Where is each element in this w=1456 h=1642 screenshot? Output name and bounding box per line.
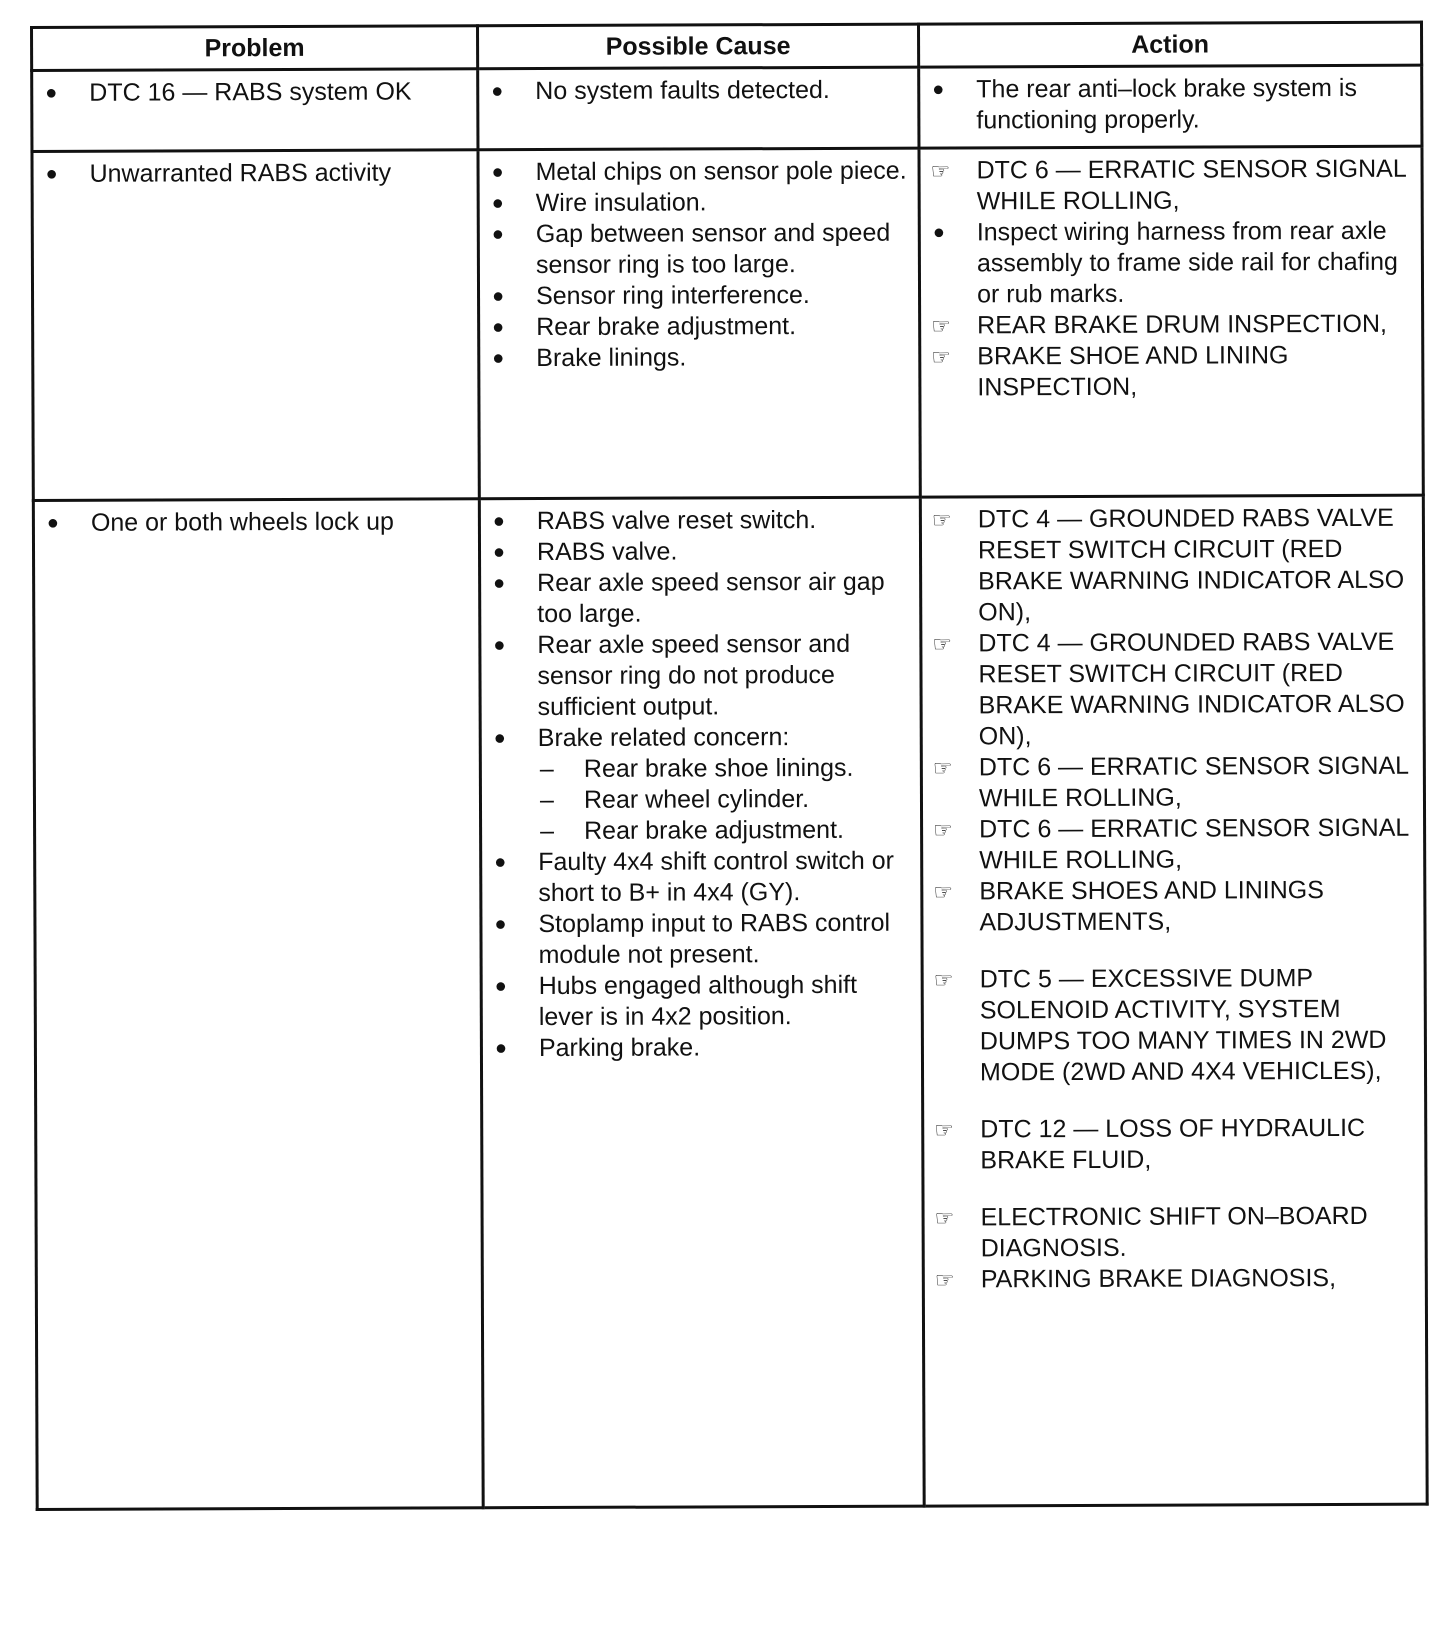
pointing-hand-icon: ☞ — [933, 879, 954, 905]
action-text: REAR BRAKE DRUM INSPECTION, — [977, 309, 1387, 340]
cause-item — [487, 629, 911, 724]
cause-text: Brake linings. — [536, 343, 687, 373]
cause-text: Stoplamp input to RABS control module not present. — [538, 908, 891, 970]
cause-text: No system faults detected. — [535, 75, 830, 106]
pointing-hand-icon: ☞ — [930, 158, 951, 184]
cause-text: Rear brake adjustment. — [536, 312, 797, 342]
bullet-icon: ● — [932, 78, 945, 101]
cause-item — [486, 311, 910, 344]
bullet-icon: ● — [491, 192, 504, 215]
bullet-icon: ● — [45, 81, 58, 104]
action-item — [928, 503, 1414, 629]
action-item — [928, 627, 1414, 753]
sub-item-text: Rear brake adjustment. — [584, 815, 845, 845]
cause-text: RABS valve. — [536, 537, 678, 567]
action-text: The rear anti–lock brake system is functioning properly. — [976, 73, 1358, 135]
pointing-hand-icon: ☞ — [934, 1117, 955, 1143]
cause-item — [486, 280, 910, 313]
bullet-icon: ● — [492, 541, 506, 564]
cause-text: Parking brake. — [538, 1033, 701, 1063]
cause-item — [487, 505, 911, 538]
action-text: DTC 4 — GROUNDED RABS VALVE RESET SWITCH CIRCUIT (RED BRAKE WARNING INDICATOR ALSO ON), — [978, 627, 1405, 751]
cause-item — [486, 218, 910, 282]
cause-item — [485, 75, 909, 108]
action-text: BRAKE SHOES AND LININGS ADJUSTMENTS, — [979, 876, 1324, 937]
action-item — [929, 875, 1415, 939]
problem-text: One or both wheels lock up — [90, 507, 394, 537]
pointing-hand-icon: ☞ — [933, 967, 954, 993]
bullet-icon: ● — [491, 161, 504, 184]
action-text: ELECTRONIC SHIFT ON–BOARD DIAGNOSIS. — [980, 1201, 1368, 1263]
bullet-icon: ● — [491, 80, 504, 103]
diagnosis-table-sheet — [30, 21, 1426, 1511]
action-item — [927, 309, 1413, 342]
pointing-hand-icon: ☞ — [934, 1205, 955, 1231]
bullet-icon: ● — [45, 162, 58, 185]
bullet-icon: ● — [494, 913, 507, 936]
cause-item — [488, 846, 912, 910]
cause-cell — [478, 148, 920, 499]
sub-item — [538, 784, 912, 816]
action-cell — [919, 146, 1423, 497]
problem-text: DTC 16 — RABS system OK — [89, 77, 412, 107]
cause-text: Rear axle speed sensor air gap too large. — [537, 567, 885, 629]
diagnosis-table — [30, 21, 1429, 1511]
action-text: DTC 6 — ERRATIC SENSOR SIGNAL WHILE ROLLING, — [978, 751, 1409, 813]
cause-text: Wire insulation. — [535, 188, 707, 218]
cause-item — [487, 536, 911, 569]
cause-text: Metal chips on sensor pole piece. — [535, 156, 907, 187]
bullet-icon: ● — [492, 316, 505, 339]
pointing-hand-icon: ☞ — [931, 507, 952, 533]
bullet-icon: ● — [491, 285, 505, 308]
bullet-icon: ● — [494, 975, 507, 998]
dash-icon: – — [540, 816, 555, 846]
bullet-icon: ● — [493, 727, 506, 750]
action-item — [931, 1263, 1417, 1296]
problem-item — [41, 506, 470, 539]
action-text: Inspect wiring harness from rear axle assembly to frame side rail for chafing or rub marks. — [976, 216, 1398, 309]
cause-item — [488, 722, 912, 848]
cause-item — [489, 1032, 913, 1065]
action-text: BRAKE SHOE AND LINING INSPECTION, — [977, 341, 1289, 402]
bullet-icon: ● — [46, 511, 60, 534]
cause-text: Brake related concern: — [537, 723, 790, 753]
cause-text: Gap between sensor and speed sensor ring is too large. — [535, 218, 891, 280]
sub-item — [538, 815, 912, 847]
action-item — [931, 1201, 1417, 1265]
pointing-hand-icon: ☞ — [931, 344, 952, 370]
cause-item — [486, 156, 910, 189]
action-item — [930, 963, 1416, 1089]
dash-icon: – — [539, 785, 554, 815]
header-action: Action — [918, 22, 1421, 67]
action-cell — [920, 495, 1427, 1506]
pointing-hand-icon: ☞ — [934, 1267, 955, 1293]
action-item — [930, 1113, 1416, 1177]
cause-item — [486, 187, 910, 220]
action-text: DTC 5 — EXCESSIVE DUMP SOLENOID ACTIVITY, SYSTEM DUMPS TOO MANY TIMES IN 2WD MODE (2WD AND 4X4 VEHICLES), — [979, 964, 1387, 1087]
action-text: DTC 6 — ERRATIC SENSOR SIGNAL WHILE ROLLING, — [976, 154, 1406, 216]
action-cell — [919, 65, 1422, 148]
cause-item — [488, 908, 912, 972]
table-row — [33, 495, 1427, 1509]
action-item — [927, 340, 1413, 404]
header-row — [32, 22, 1422, 70]
cause-item — [487, 567, 911, 631]
action-item — [927, 216, 1413, 311]
problem-cell — [33, 499, 483, 1510]
bullet-icon: ● — [494, 851, 507, 874]
action-item — [929, 813, 1415, 877]
problem-item — [39, 76, 468, 109]
table-row — [32, 65, 1422, 151]
bullet-icon: ● — [494, 1037, 508, 1060]
action-text: DTC 6 — ERRATIC SENSOR SIGNAL WHILE ROLLING, — [979, 813, 1409, 875]
header-problem: Problem — [32, 26, 478, 71]
action-item — [926, 73, 1412, 137]
bullet-icon: ● — [493, 572, 506, 595]
cause-item — [486, 342, 910, 375]
cause-text: Faulty 4x4 shift control switch or short to B+ in 4x4 (GY). — [538, 846, 894, 908]
sub-item — [538, 753, 912, 785]
dash-icon: – — [539, 754, 554, 784]
pointing-hand-icon: ☞ — [932, 631, 953, 657]
bullet-icon: ● — [491, 223, 504, 246]
bullet-icon: ● — [492, 510, 506, 533]
problem-cell — [32, 150, 479, 501]
cause-text: Hubs engaged although shift lever is in 4x2 position. — [538, 970, 858, 1032]
action-text: DTC 4 — GROUNDED RABS VALVE RESET SWITCH CIRCUIT (RED BRAKE WARNING INDICATOR ALSO ON), — [977, 503, 1405, 627]
pointing-hand-icon: ☞ — [933, 817, 953, 843]
bullet-icon: ● — [492, 347, 505, 370]
cause-item — [489, 970, 913, 1034]
problem-cell — [32, 69, 478, 152]
pointing-hand-icon: ☞ — [931, 313, 951, 339]
sub-item-text: Rear wheel cylinder. — [583, 785, 810, 814]
table-row — [32, 146, 1423, 500]
cause-text: Rear axle speed sensor and sensor ring do not produce sufficient output. — [537, 629, 851, 722]
cause-text: RABS valve reset switch. — [536, 505, 817, 536]
action-item — [929, 751, 1415, 815]
header-possible-cause: Possible Cause — [478, 24, 919, 69]
brake-concern-sublist — [538, 753, 912, 847]
cause-cell — [478, 67, 919, 150]
action-item — [927, 154, 1413, 218]
cause-cell — [479, 497, 924, 1508]
problem-text: Unwarranted RABS activity — [89, 158, 392, 188]
problem-item — [40, 157, 469, 190]
bullet-icon: ● — [932, 221, 945, 244]
pointing-hand-icon: ☞ — [932, 755, 953, 781]
action-text: DTC 12 — LOSS OF HYDRAULIC BRAKE FLUID, — [980, 1113, 1366, 1175]
sub-item-text: Rear brake shoe linings. — [583, 753, 854, 783]
cause-text: Sensor ring interference. — [535, 281, 810, 311]
bullet-icon: ● — [493, 634, 506, 657]
action-text: PARKING BRAKE DIAGNOSIS, — [980, 1263, 1337, 1294]
